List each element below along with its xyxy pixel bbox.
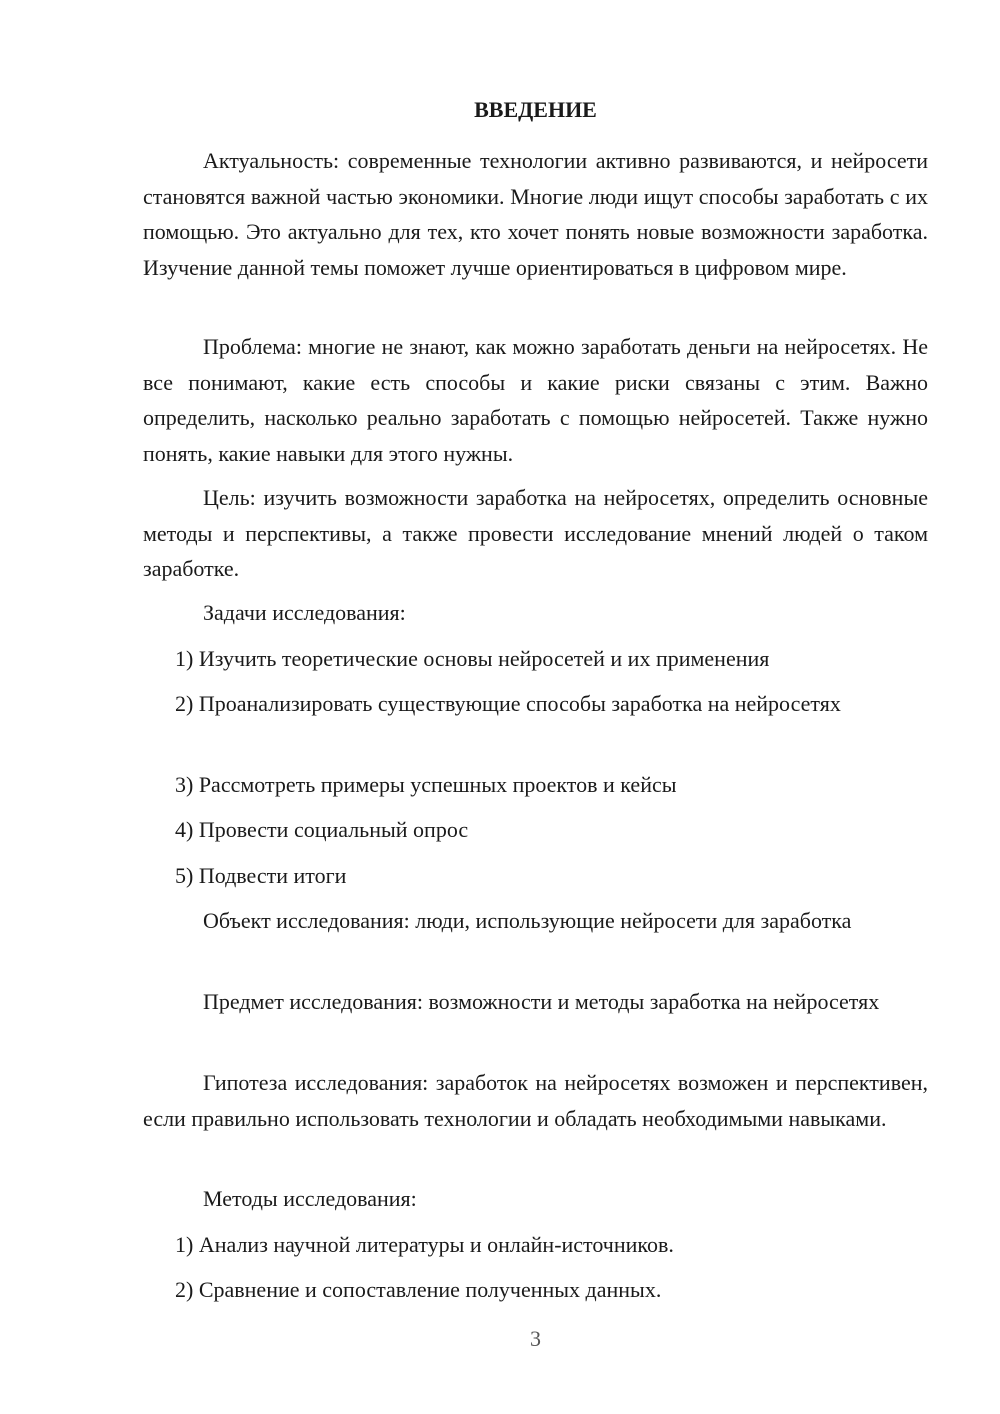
problem-paragraph: Проблема: многие не знают, как можно заработать деньги на нейросетях. Не все понимают, какие есть способы и какие риски связаны с этим. Важно определить, насколько реально заработать с помощью нейросетей. Также нужно понять, какие навыки для этого нужны. [143,334,928,466]
methods-heading: Методы исследования: [203,1186,417,1211]
task-item-2: 2) Проанализировать существующие способы заработка на нейросетях [175,691,841,716]
method-item-1: 1) Анализ научной литературы и онлайн-источников. [175,1232,674,1257]
goal-paragraph: Цель: изучить возможности заработка на нейросетях, определить основные методы и перспективы, а также провести исследование мнений людей о таком заработке. [143,485,928,581]
page-title: ВВЕДЕНИЕ [474,97,597,122]
task-item-3: 3) Рассмотреть примеры успешных проектов и кейсы [175,772,677,797]
tasks-heading: Задачи исследования: [203,600,406,625]
task-item-4: 4) Провести социальный опрос [175,817,469,842]
document-page [143,0,928,1414]
relevance-paragraph: Актуальность: современные технологии активно развиваются, и нейросети становятся важной частью экономики. Многие люди ищут способы заработать с их помощью. Это актуально для тех, кто хочет понять новые возможности заработка. Изучение данной темы поможет лучше ориентироваться в цифровом мире. [143,148,928,280]
object-paragraph: Объект исследования: люди, использующие нейросети для заработка [203,908,852,933]
method-item-2: 2) Сравнение и сопоставление полученных данных. [175,1277,662,1302]
task-item-1: 1) Изучить теоретические основы нейросетей и их применения [175,646,770,671]
page-number: 3 [530,1326,541,1351]
task-item-5: 5) Подвести итоги [175,863,347,888]
hypothesis-paragraph: Гипотеза исследования: заработок на нейросетях возможен и перспективен, если правильно использовать технологии и обладать необходимыми навыками. [143,1070,928,1131]
subject-paragraph: Предмет исследования: возможности и методы заработка на нейросетях [203,989,880,1014]
